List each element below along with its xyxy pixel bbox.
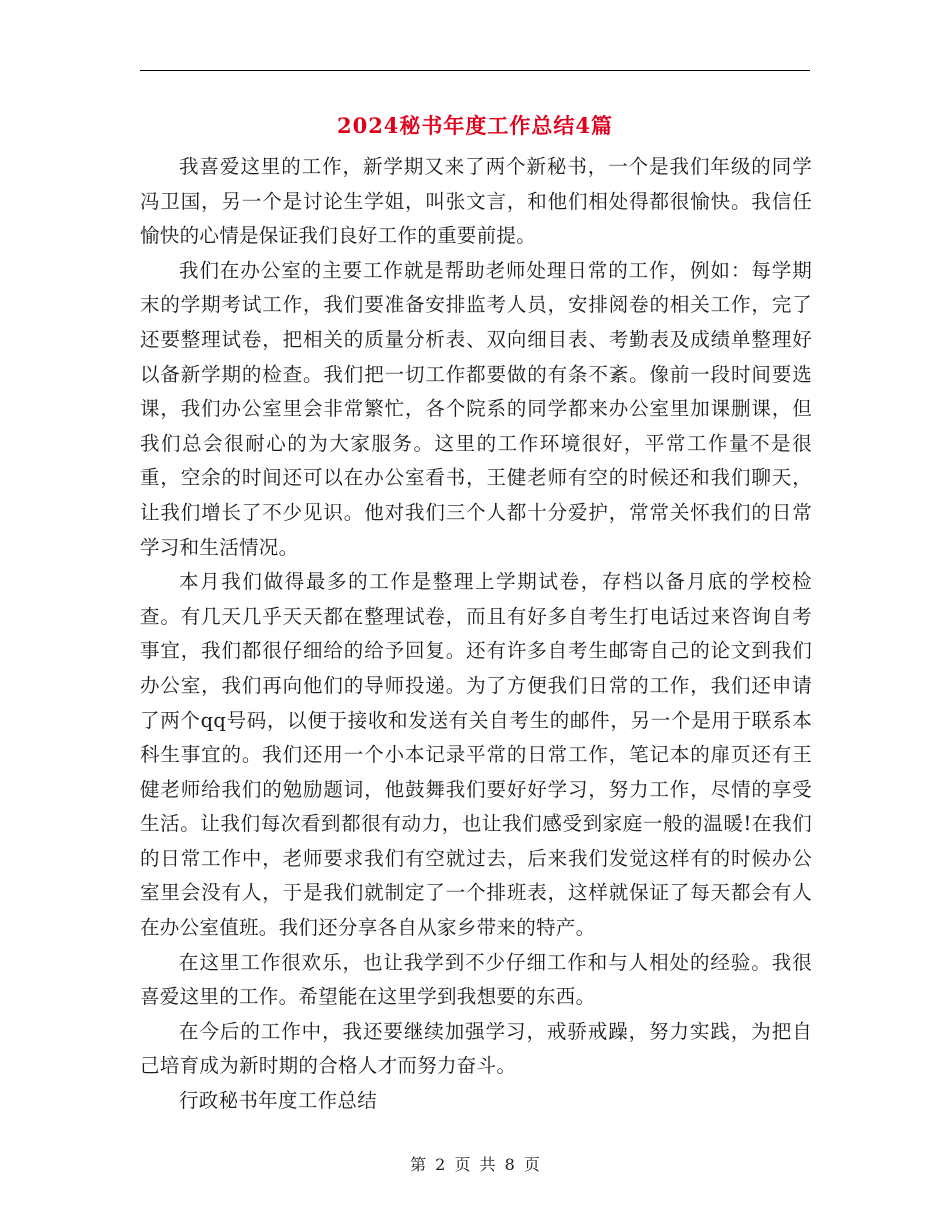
paragraph-1: 我喜爱这里的工作，新学期又来了两个新秘书，一个是我们年级的同学冯卫国，另一个是讨论生学姐，叫张文言，和他们相处得都很愉快。我信任愉快的心情是保证我们良好工作的重要前提。 bbox=[140, 155, 812, 248]
document-body bbox=[140, 150, 812, 1119]
paragraph-2: 我们在办公室的主要工作就是帮助老师处理日常的工作，例如：每学期末的学期考试工作，我们要准备安排监考人员，安排阅卷的相关工作，完了还要整理试卷，把相关的质量分析表、双向细目表、考勤表及成绩单整理好以备新学期的检查。我们把一切工作都要做的有条不紊。像前一段时间要选课，我们办公室里会非常繁忙，各个院系的同学都来办公室里加课删课，但我们总会很耐心的为大家服务。这里的工作环境很好，平常工作量不是很重，空余的时间还可以在办公室看书，王健老师有空的时候还和我们聊天，让我们增长了不少见识。他对我们三个人都十分爱护，常常关怀我们的日常学习和生活情况。 bbox=[140, 258, 812, 559]
paragraph-5: 在今后的工作中，我还要继续加强学习，戒骄戒躁，努力实践，为把自己培育成为新时期的合格人才而努力奋斗。 bbox=[140, 1019, 812, 1078]
paragraph-3: 本月我们做得最多的工作是整理上学期试卷，存档以备月底的学校检查。有几天几乎天天都在整理试卷，而且有好多自考生打电话过来咨询自考事宜，我们都很仔细给的给予回复。还有许多自考生邮寄自己的论文到我们办公室，我们再向他们的导师投递。为了方便我们日常的工作，我们还申请了两个qq号码，以便于接收和发送有关自考生的邮件，另一个是用于联系本科生事宜的。我们还用一个小本记录平常的日常工作，笔记本的扉页还有王健老师给我们的勉励题词，他鼓舞我们要好好学习，努力工作，尽情的享受生活。让我们每次看到都很有动力，也让我们感受到家庭一般的温暖!在我们的日常工作中，老师要求我们有空就过去，后来我们发觉这样有的时候办公室里会没有人，于是我们就制定了一个排班表，这样就保证了每天都会有人在办公室值班。我们还分享各自从家乡带来的特产。 bbox=[140, 570, 812, 940]
header-rule bbox=[140, 70, 810, 71]
page-footer: 第 2 页 共 8 页 bbox=[410, 1155, 540, 1174]
document-title: 2024秘书年度工作总结4篇 bbox=[336, 113, 614, 138]
section-heading: 行政秘书年度工作总结 bbox=[179, 1089, 378, 1113]
paragraph-4: 在这里工作很欢乐，也让我学到不少仔细工作和与人相处的经验。我很喜爱这里的工作。希望能在这里学到我想要的东西。 bbox=[140, 950, 812, 1009]
